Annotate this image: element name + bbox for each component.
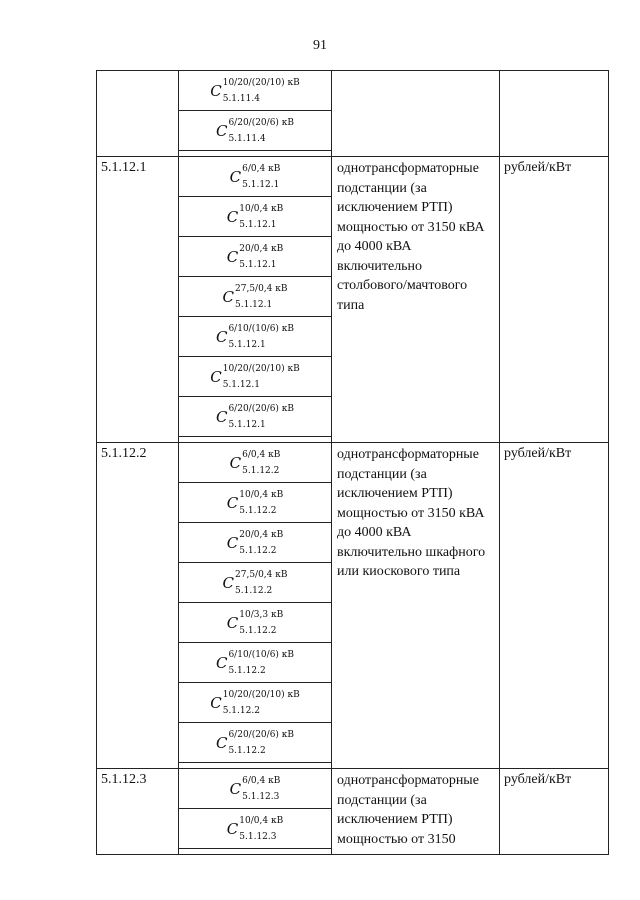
formula-subscript: 5.1.12.2 (239, 505, 277, 516)
formula-list (179, 769, 332, 855)
formula-cell (179, 197, 331, 237)
formula-superscript: 10/0,4 кВ (239, 203, 284, 214)
formula-superscript: 10/0,4 кВ (239, 815, 284, 826)
unit-cell (500, 71, 609, 157)
formula-list (179, 157, 332, 443)
formula-cell (179, 723, 331, 763)
formula-symbol: C (210, 367, 222, 386)
formula (226, 529, 284, 556)
section-code: 5.1.12.2 (97, 443, 179, 769)
formula-superscript: 20/0,4 кВ (239, 529, 284, 540)
description-cell (332, 71, 500, 157)
continuation-row (97, 71, 609, 157)
formula (215, 323, 295, 350)
formula-superscript: 20/0,4 кВ (239, 243, 284, 254)
formula-subscript: 5.1.12.3 (239, 831, 277, 842)
formula-cell (179, 483, 331, 523)
formula-symbol: C (226, 533, 239, 552)
code-cell (97, 71, 179, 157)
formula-symbol: C (222, 287, 234, 306)
formula-superscript: 10/20/(20/10) кВ (222, 77, 300, 88)
formula (229, 449, 281, 476)
formula-subscript: 5.1.12.1 (228, 419, 266, 430)
formula-cell (179, 563, 331, 603)
formula-subscript: 5.1.11.4 (228, 133, 266, 144)
formula (222, 283, 288, 310)
tariff-table (96, 70, 609, 855)
formula-subscript: 5.1.12.1 (239, 219, 277, 230)
formula-symbol: C (226, 613, 239, 632)
formula-symbol: C (229, 167, 242, 186)
formula-cell (179, 71, 331, 111)
formula-subscript: 5.1.12.2 (239, 625, 277, 636)
formula (215, 729, 295, 756)
page-number: 91 (313, 38, 327, 53)
section-description: однотрансформаторные подстанции (за исключением РТП) мощностью от 3150 кВА до 4000 кВА включительно шкафного или киоскового типа (332, 443, 500, 769)
section-row (97, 443, 609, 769)
formula-symbol: C (215, 653, 228, 672)
formula-superscript: 6/0,4 кВ (242, 163, 281, 174)
formula-superscript: 10/3,3 кВ (239, 609, 284, 620)
formula-subscript: 5.1.12.1 (239, 259, 277, 270)
formula-symbol: C (226, 493, 239, 512)
formula-subscript: 5.1.12.2 (228, 745, 266, 756)
formula-symbol: C (215, 327, 228, 346)
formula (222, 569, 288, 596)
section-unit: рублей/кВт (500, 157, 609, 443)
formula-superscript: 10/0,4 кВ (239, 489, 284, 500)
formula (229, 163, 281, 190)
formula-superscript: 6/0,4 кВ (242, 775, 281, 786)
formula-cell (179, 809, 331, 849)
section-row (97, 769, 609, 855)
formula-subscript: 5.1.11.4 (222, 93, 260, 104)
formula-subscript: 5.1.12.2 (228, 665, 266, 676)
formula-subscript: 5.1.12.1 (242, 179, 280, 190)
formula (226, 243, 284, 270)
formula-superscript: 6/20/(20/6) кВ (228, 729, 295, 740)
formula (215, 649, 295, 676)
section-row (97, 157, 609, 443)
formula-symbol: C (226, 247, 239, 266)
formula-symbol: C (215, 121, 228, 140)
section-code: 5.1.12.3 (97, 769, 179, 855)
formula (226, 203, 284, 230)
formula-cell (179, 683, 331, 723)
formula-cell (179, 237, 331, 277)
section-unit: рублей/кВт (500, 769, 609, 855)
formula-subscript: 5.1.12.2 (235, 585, 273, 596)
formula-superscript: 6/20/(20/6) кВ (228, 403, 295, 414)
formula-cell (179, 643, 331, 683)
section-code: 5.1.12.1 (97, 157, 179, 443)
formula (229, 775, 281, 802)
formula-cell (179, 769, 331, 809)
formula-list (179, 443, 332, 769)
formula-cell (179, 357, 331, 397)
formula-subscript: 5.1.12.1 (235, 299, 273, 310)
formula-superscript: 27,5/0,4 кВ (235, 569, 288, 580)
formula-cell (179, 317, 331, 357)
formula-symbol: C (229, 779, 242, 798)
formula-cell (179, 277, 331, 317)
formula-superscript: 6/10/(10/6) кВ (228, 323, 295, 334)
formula-symbol: C (215, 407, 228, 426)
formula (226, 815, 284, 842)
formula (210, 689, 300, 716)
formula-symbol: C (226, 207, 239, 226)
formula-superscript: 10/20/(20/10) кВ (222, 689, 300, 700)
formula-superscript: 27,5/0,4 кВ (235, 283, 288, 294)
formula-subscript: 5.1.12.2 (239, 545, 277, 556)
formula-symbol: C (215, 733, 228, 752)
formula-superscript: 10/20/(20/10) кВ (222, 363, 300, 374)
formula-cell (179, 603, 331, 643)
formula-superscript: 6/10/(10/6) кВ (228, 649, 295, 660)
formula (210, 363, 300, 390)
formula-subscript: 5.1.12.2 (242, 465, 280, 476)
formula-list (179, 71, 332, 157)
formula-symbol: C (229, 453, 242, 472)
formula-symbol: C (210, 81, 222, 100)
formula-subscript: 5.1.12.3 (242, 791, 280, 802)
formula-cell (179, 111, 331, 151)
section-description: однотрансформаторные подстанции (за исключением РТП) мощностью от 3150 кВА до 4000 кВА включительно столбового/мачтового типа (332, 157, 500, 443)
formula-cell (179, 443, 331, 483)
formula (210, 77, 300, 104)
section-description: однотрансформаторные подстанции (за исключением РТП) мощностью от 3150 (332, 769, 500, 855)
section-unit: рублей/кВт (500, 443, 609, 769)
formula (215, 117, 295, 144)
formula (215, 403, 295, 430)
formula-symbol: C (210, 693, 222, 712)
formula-symbol: C (226, 819, 239, 838)
formula-superscript: 6/0,4 кВ (242, 449, 281, 460)
formula-superscript: 6/20/(20/6) кВ (228, 117, 295, 128)
formula-cell (179, 523, 331, 563)
formula-symbol: C (222, 573, 234, 592)
formula-subscript: 5.1.12.2 (222, 705, 260, 716)
formula (226, 609, 284, 636)
formula (226, 489, 284, 516)
formula-subscript: 5.1.12.1 (228, 339, 266, 350)
formula-subscript: 5.1.12.1 (222, 379, 260, 390)
formula-cell (179, 397, 331, 437)
formula-cell (179, 157, 331, 197)
